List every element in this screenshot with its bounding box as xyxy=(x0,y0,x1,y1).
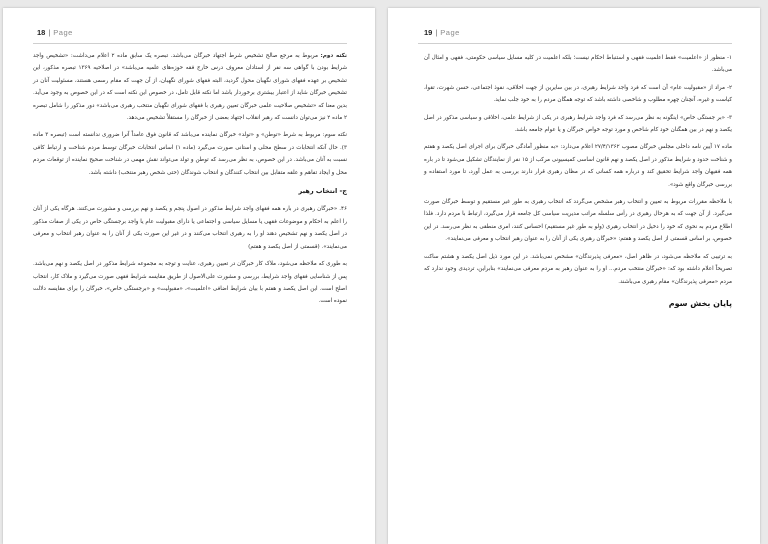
page-body xyxy=(33,50,347,534)
page-header xyxy=(37,28,73,42)
header-rule xyxy=(33,43,347,44)
page-label: Page xyxy=(440,28,460,37)
paragraph-text: مربوط به مرجع صالح تشخیص شرط اجتهاد خبرگان می‌باشد. تبصره یک سابق ماده ۲ اعلام می‌داشت: «تشخیص واجد شرایط بودن با گواهی سه نفر از استادان معروف درس خارج فقه حوزه‌های علمیه می‌باشد» در اصلاحیه ۱۳۶۹ تبصره مذکور، این تشخیص بر عهده فقهای شورای نگهبان محول گردید، البته فقهای شورای نگهبان، از آن جهت که مقام رسمی هستند، مسئولیت آنان در تشخیص خبرگان شاید از اعتبار بیشتری برخوردار باشد اما نکته قابل تامل، در خصوص این نکته است که در این خصوص به وجود می‌آید. بدین معنا که «تشخیص صلاحیت علمی خبرگان تعیین رهبری با فقهای شورای نگهبان منتخب رهبری می‌باشد» دور مذکور را شامل تبصره ۲ ماده ۲ نیز می‌توان دانست که رهبر انقلاب اجتهاد بعضی از خبرگان را مستقلاً تشخیص می‌دهد. xyxy=(33,53,348,122)
paragraph: نکته سوم: مربوط به شرط «توطن» و «تولد» خبرگان نماینده می‌باشد که قانون فوق عامداً آنرا ضروری ندانسته است (تبصره ۳ ماده ۳). حال آنکه انتخابات در سطح محلی و استانی صورت می‌گیرد (ماده ۱) اساس انتخابات خبرگان توسط مردم شناخت و ارتباط کافی نسبت به آنان می‌باشد. در این خصوص، به نظر می‌رسد که توطن و تولد می‌تواند نقش مهمی در شناخت صحیح نماینده از توقعات مردم محل و ایجاد تفاهم و علقه متقابل بین انتخاب کنندگان و انتخاب شوندگان (حتی شخص رهبر منتخب) داشته باشد. xyxy=(33,132,347,176)
page-label: Page xyxy=(53,28,73,37)
paragraph: ۳- «بر جستگی خاص» اینگونه به نظر می‌رسد که فرد واجد شرایط رهبری در یکی از شرایط علمی، اخلاقی و سیاسی مذکور در اصل یکصد و نهم در بین همگنان خود کام شاخص و مورد توجه خواص خبرگان و یا عوام جامعه باشد. xyxy=(424,114,732,134)
header-rule xyxy=(418,43,732,44)
left-page xyxy=(3,8,375,544)
page-number: 19 xyxy=(424,28,433,37)
header-separator: | xyxy=(435,28,438,37)
paragraph: ۲- مراد از «مقبولیت عام» آن است که فرد واجد شرایط رهبری، در بین سایرین از جهت اخلاقی، نفوذ اجتماعی، حسن شهرت، تقوا، کیاست و غیره، آنچنان چهره مطلوب و شاخصی داشته باشد که توجه همگان مردم را به خود جلب نماید. xyxy=(424,84,732,104)
page-header xyxy=(424,28,460,42)
paragraph: ۱- منظور از «اعلمیت» فقط اعلمیت فقهی و استنباط احکام نیست؛ بلکه اعلمیت در کلیه مسایل سیاسی حکومتی، فقهی و امثال آن می‌باشد. xyxy=(424,55,732,74)
page-number: 18 xyxy=(37,28,46,37)
paragraph xyxy=(33,50,347,124)
paragraph-lead: نکته دوم: xyxy=(320,53,347,59)
page-body xyxy=(424,52,732,534)
header-separator: | xyxy=(48,28,51,37)
section-closing-heading: پایان بخش سوم xyxy=(668,298,732,308)
paragraph: ماده ۱۷ آیین نامه داخلی مجلس خبرگان مصوب ۲۷/۴/۱۳۶۲ اعلام می‌دارد: «به منظور آمادگی خبرگان برای اجرای اصل یکصد و هفتم و شناخت حدود و شرایط مذکور در اصل یکصد و نهم قانون اساسی کمیسیونی مرکب از ۱۵ نفر از نمایندگان تشکیل می‌شود تا در باره همه فقیهان واجد شرایط تحقیق کند و درباره همه کسانی که در مظان رهبری قرار دارند بررسی به عمل آورد، تا مورد استفاده و بررسی خبرگان واقع شود». xyxy=(424,144,733,188)
paragraph: ۴۶. «خبرگان رهبری در باره همه فقهای واجد شرایط مذکور در اصول پنجم و یکصد و نهم بررسی و مشورت می‌کنند. هرگاه یکی از آنان را اعلم به احکام و موضوعات فقهی یا مسایل سیاسی و اجتماعی یا دارای مقبولیت عام یا واجد برجستگی خاص در یکی از صفات مذکور در اصل یکصد و نهم تشخیص دهند او را به رهبری انتخاب می‌کنند و در غیر این صورت یکی از آنان را به عنوان رهبر انتخاب و معرفی می‌نمایند». (قسمتی از اصل یکصد و هفتم) xyxy=(33,206,347,250)
right-page xyxy=(388,8,760,544)
paragraph: به ترتیبی که ملاحظه می‌شود، در ظاهر اصل، «معرفی پذیرندگان» مشخص نمی‌باشد. در این مورد ذیل اصل یکصد و هشتم ساکت تصریحاً اعلام داشته بود که: «خبرگان منتخب مردم... او را به عنوان رهبر به مردم معرفی می‌نمایند» بنابراین، تردیدی وجود ندارد که مردم «معرفی پذیرندگان» مقام رهبری می‌باشند. xyxy=(424,253,732,285)
paragraph: با ملاحظه مقررات مربوط به تعیین و انتخاب رهبر مشخص می‌گردد که انتخاب رهبری به طور غیر مستقیم و توسط خبرگان صورت می‌گیرد. از آن جهت که به هرحال رهبری در رأس سلسله مراتب مدیریت سیاسی کل جامعه قرار می‌گیرد، ارتباط با مردم دارد. فلذا اطلاع مردم به نحوی که خود را دخیل در انتخاب رهبری (ولو به طور غیر مستقیم) احساس کنند، امری منطقی به نظر می‌رسد. در این خصوص، بر اساس قسمتی از اصل یکصد و هفتم: «خبرگان رهبری یکی از آنان را به عنوان رهبر انتخاب و معرفی می‌نمایند». xyxy=(424,199,732,243)
paragraph: به طوری که ملاحظه می‌شود، ملاک کار خبرگان در تعیین رهبری، عنایت و توجه به مجموعه شرایط مذکور در اصل یکصد و نهم می‌باشد. پس از شناسایی فقهای واجد شرایط، بررسی و مشورت علی‌الاصول از طریق مقایسه شرایط فقهی صورت می‌گیرد و ملاک کار، انتخاب اصلح است. این اصل یکصد و هفتم با بیان شرایط اضافی «اعلمیت»، «مقبولیت» و «برجستگی خاص»، خبرگان را برای مقایسه دلالت نموده است. xyxy=(33,261,347,305)
section-heading: ج- انتخاب رهبر xyxy=(298,187,347,196)
